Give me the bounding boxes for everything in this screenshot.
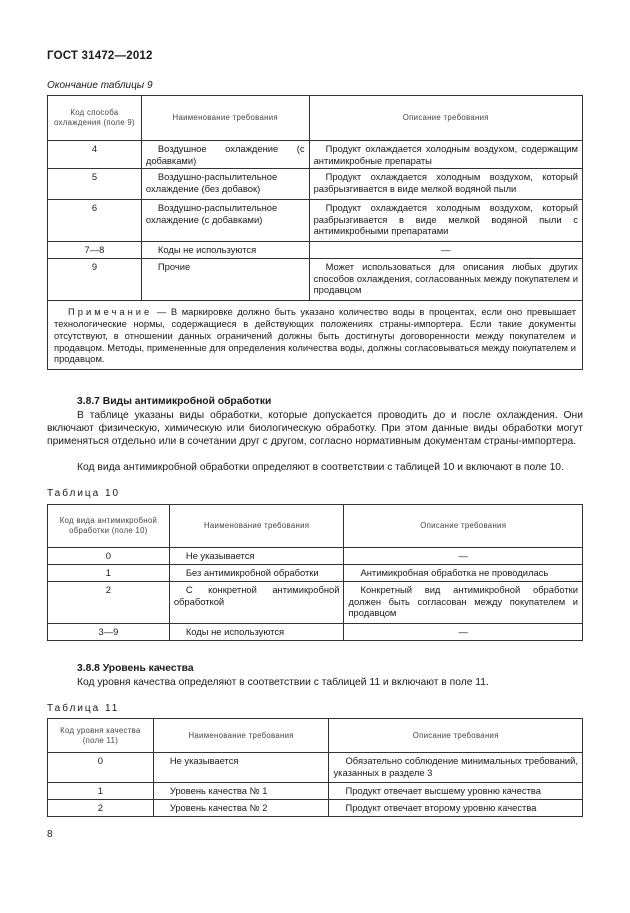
table-row <box>48 259 583 301</box>
table9-cell-desc <box>309 259 582 301</box>
cell-text: Уровень качества № 2 <box>169 802 268 813</box>
table11-header-desc: Описание требования <box>329 719 583 753</box>
table11-cell-code: 1 <box>48 783 154 800</box>
table11-caption: Таблица 11 <box>47 703 120 714</box>
section-heading-3-8-7: 3.8.7 Виды антимикробной обработки <box>77 396 272 407</box>
table-row <box>48 753 583 783</box>
cell-text: Может использоваться для описания любых других способов охлаждения, согласованных между покупателем и продавцом <box>313 261 578 296</box>
table-row <box>48 565 583 582</box>
table11-cell-desc <box>329 753 583 783</box>
table-row <box>48 141 583 169</box>
table9-cell-name <box>141 242 309 259</box>
table-row <box>48 548 583 565</box>
cell-text: Продукт охлаждается холодным воздухом, который разбрызгивается в виде мелкой водяной пыли <box>313 171 578 194</box>
note-text: — В маркировке должно быть указано количество воды в процентах, если оно превышает технологические нормы, содержащиеся в действующих положениях страны-импортера. Если такие документы отсутствуют, в отношении данных ограничений должны быть достигнуты договоренности между покупателем и продавцом. Методы, примененные для определения количества воды, должны согласовываться между покупателем и продавцом. <box>54 306 577 365</box>
table9-note <box>48 301 583 370</box>
section-3-8-7-paragraph-1: В таблице указаны виды обработки, которые допускается проводить до и после охлаждения. Они включают физическую, химическую или биологическую обработку. При этом данные виды обработки могут применяться отдельно или в сочетании друг с другом, согласно нормативным документам страны-импортера. <box>47 410 583 447</box>
cell-text: Воздушное охлаждение (с добавками) <box>145 143 305 166</box>
page-number: 8 <box>47 829 53 840</box>
table-row <box>48 242 583 259</box>
cell-text: Обязательно соблюдение минимальных требований, указанных в разделе 3 <box>333 755 578 778</box>
section-heading-3-8-8: 3.8.8 Уровень качества <box>77 663 194 674</box>
table11-cell-name <box>153 800 329 817</box>
table10-cell-code: 3—9 <box>48 624 170 641</box>
table11-cell-desc <box>329 783 583 800</box>
cell-text: Продукт охлаждается холодным воздухом, содержащим антимикробные препараты <box>313 143 578 166</box>
table9-cell-name <box>141 169 309 200</box>
table9-note-row <box>48 301 583 370</box>
table9-cell-desc <box>309 141 582 169</box>
table9-cell-desc <box>309 169 582 200</box>
table11-cell-code: 2 <box>48 800 154 817</box>
table9-cell-code: 6 <box>48 200 142 242</box>
table10-cell-name <box>169 582 344 624</box>
table11-cell-name <box>153 783 329 800</box>
table-row <box>48 800 583 817</box>
table9-cell-name <box>141 141 309 169</box>
table10-cell-code: 0 <box>48 548 170 565</box>
table9-cell-desc <box>309 200 582 242</box>
table-row <box>48 200 583 242</box>
cell-text: Коды не используются <box>185 626 285 637</box>
table10-caption: Таблица 10 <box>47 488 121 499</box>
table9-cell-code: 9 <box>48 259 142 301</box>
table10-cell-name <box>169 548 344 565</box>
table10-header-code: Код вида антимикробной обработки (поле 10) <box>48 505 170 548</box>
table10-cell-code: 2 <box>48 582 170 624</box>
table9-cell-code: 4 <box>48 141 142 169</box>
cell-text: Без антимикробной обработки <box>185 567 319 578</box>
table10-cell-code: 1 <box>48 565 170 582</box>
table-row <box>48 624 583 641</box>
cell-text: Коды не используются <box>157 244 257 256</box>
table9-header-code: Код способа охлаждения (поле 9) <box>48 96 142 141</box>
table9-cell-desc: — <box>309 242 582 259</box>
table11 <box>47 718 583 817</box>
table9 <box>47 95 583 370</box>
table9-cell-name <box>141 259 309 301</box>
table-row <box>48 783 583 800</box>
cell-text: Прочие <box>157 261 191 273</box>
table10-cell-name <box>169 624 344 641</box>
cell-text: Продукт охлаждается холодным воздухом, который разбрызгивается в виде мелкой водяной пыли с антимикробными препаратами <box>313 202 578 237</box>
cell-text: Уровень качества № 1 <box>169 785 268 796</box>
table10-cell-desc <box>344 582 583 624</box>
table10-cell-desc <box>344 565 583 582</box>
table9-cell-code: 5 <box>48 169 142 200</box>
table11-header-name: Наименование требования <box>153 719 329 753</box>
table10-header-desc: Описание требования <box>344 505 583 548</box>
table9-header-desc: Описание требования <box>309 96 582 141</box>
table9-header-name: Наименование требования <box>141 96 309 141</box>
table-row <box>48 582 583 624</box>
table10-header-name: Наименование требования <box>169 505 344 548</box>
table10-cell-desc: — <box>344 548 583 565</box>
table10-cell-name <box>169 565 344 582</box>
table9-caption: Окончание таблицы 9 <box>47 80 153 91</box>
cell-text: Не указывается <box>169 755 239 766</box>
cell-text: Продукт отвечает второму уровню качества <box>345 802 537 813</box>
table9-cell-code: 7—8 <box>48 242 142 259</box>
table-row <box>48 169 583 200</box>
cell-text: Конкретный вид антимикробной обработки должен быть согласован между покупателем и продавцом <box>348 584 578 619</box>
cell-text: Не указывается <box>185 550 255 561</box>
table11-cell-desc <box>329 800 583 817</box>
cell-text: С конкретной антимикробной обработкой <box>173 584 340 607</box>
table10-cell-desc: — <box>344 624 583 641</box>
note-label: Примечание <box>68 306 153 318</box>
cell-text: Антимикробная обработка не проводилась <box>360 567 549 578</box>
table10 <box>47 504 583 641</box>
table9-cell-name <box>141 200 309 242</box>
document-title: ГОСТ 31472—2012 <box>47 50 153 62</box>
table11-header-code: Код уровня качества (поле 11) <box>48 719 154 753</box>
cell-text: Воздушно-распылительное охлаждение (без добавок) <box>145 171 278 194</box>
cell-text: Продукт отвечает высшему уровню качества <box>345 785 541 796</box>
table11-cell-name <box>153 753 329 783</box>
section-3-8-7-paragraph-2: Код вида антимикробной обработки определяют в соответствии с таблицей 10 и включают в поле 10. <box>77 462 564 473</box>
cell-text: Воздушно-распылительное охлаждение (с добавками) <box>145 202 278 225</box>
table11-cell-code: 0 <box>48 753 154 783</box>
section-3-8-8-paragraph-1: Код уровня качества определяют в соответствии с таблицей 11 и включают в поле 11. <box>77 677 489 688</box>
